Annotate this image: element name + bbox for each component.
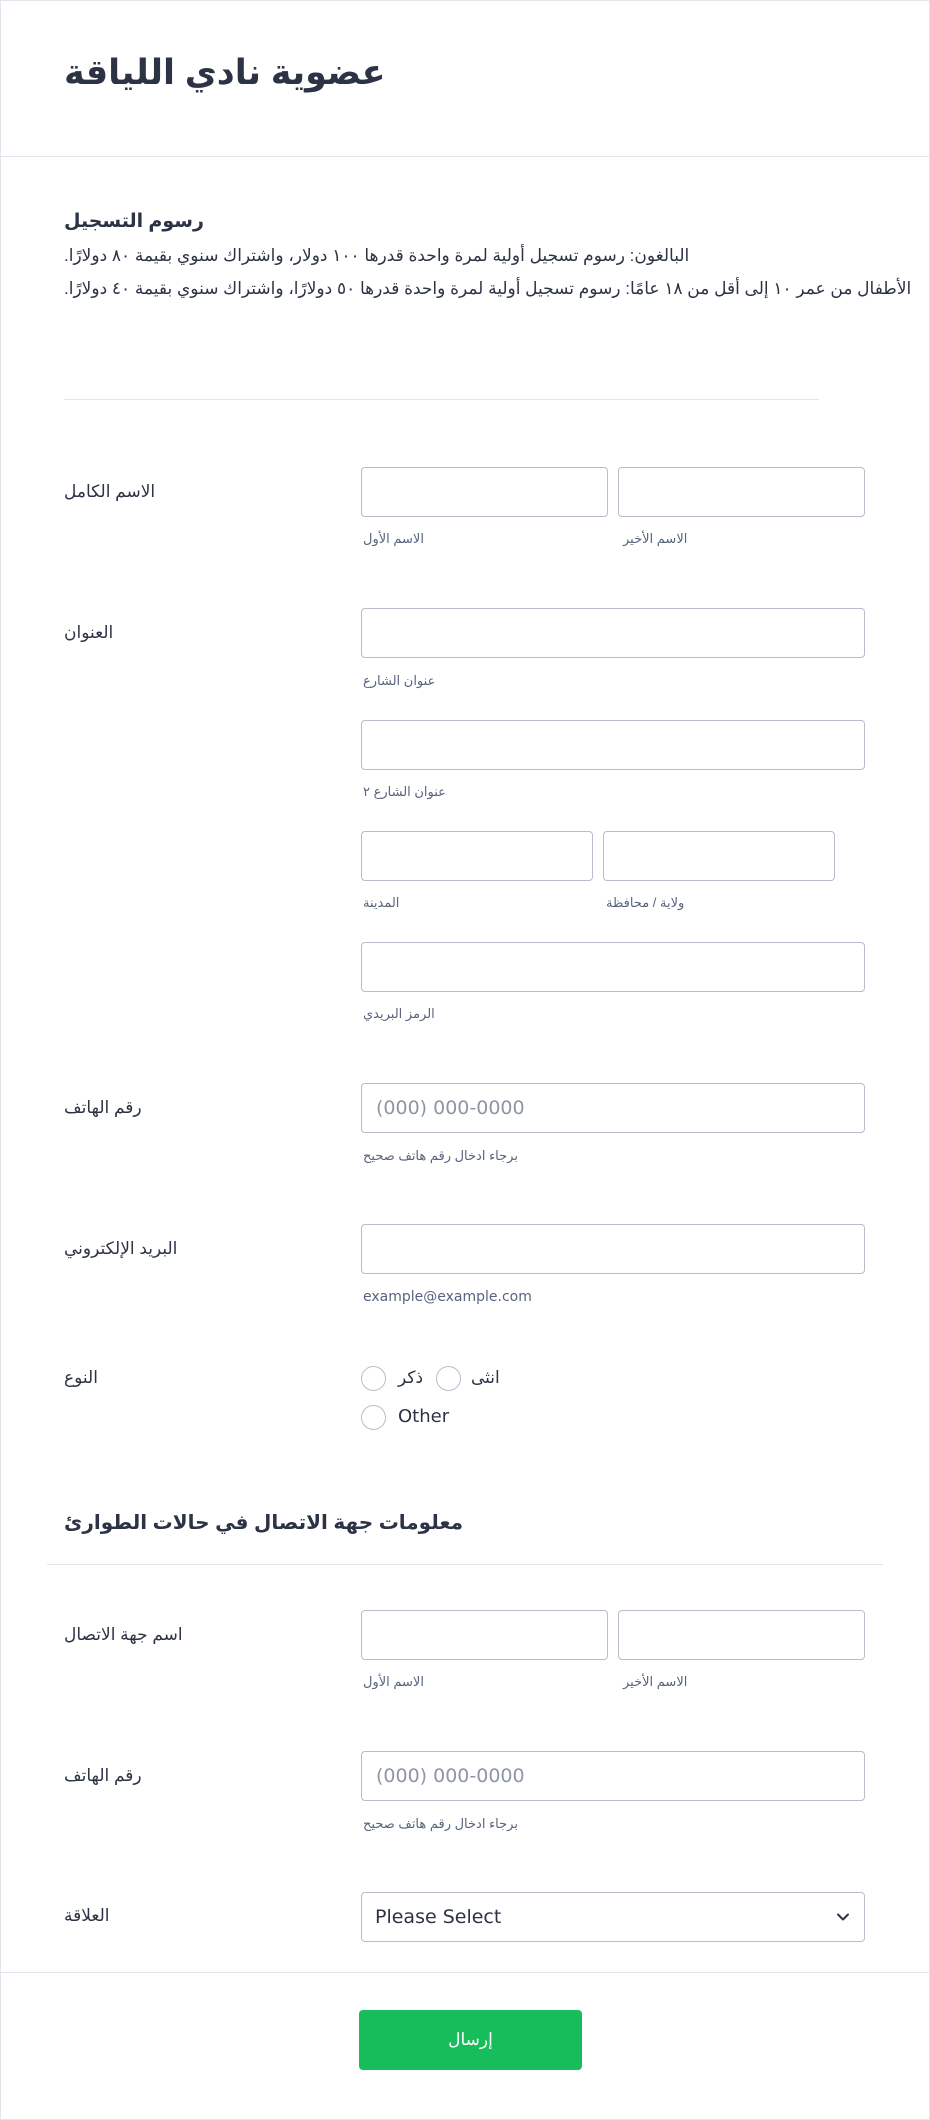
address-label: العنوان [64, 623, 114, 642]
city-sublabel: المدينة [363, 895, 400, 910]
phone-input[interactable] [361, 1083, 865, 1133]
state-sublabel: ولاية / محافظة [606, 895, 685, 910]
state-input[interactable] [603, 831, 835, 881]
zip-sublabel: الرمز البريدي [363, 1006, 435, 1021]
relationship-selected-value: Please Select [375, 1906, 502, 1928]
fees-heading: رسوم التسجيل [64, 211, 204, 232]
first-name-sublabel: الاسم الأول [363, 531, 424, 546]
gender-option-other-label: Other [398, 1406, 450, 1427]
chevron-down-icon [836, 1910, 850, 1924]
street-address-2-sublabel: عنوان الشارع ٢ [363, 784, 446, 799]
email-label: البريد الإلكتروني [64, 1239, 178, 1258]
gender-radio-other[interactable] [361, 1405, 386, 1430]
header-divider [0, 156, 930, 157]
fees-divider [64, 399, 819, 400]
emergency-phone-sublabel: برجاء ادخال رقم هاتف صحيح [363, 1816, 518, 1831]
email-sublabel: example@example.com [363, 1289, 532, 1305]
fees-children-text: .الأطفال من عمر ١٠ إلى أقل من ١٨ عامًا: رسوم تسجيل أولية لمرة واحدة قدرها ٥٠ دولارًا، واشتراك سنوي بقيمة ٤٠ دولارًا [64, 279, 912, 298]
emergency-phone-label: رقم الهاتف [64, 1766, 142, 1785]
gender-option-male-label: ذكر [398, 1368, 424, 1387]
emergency-section-heading: معلومات جهة الاتصال في حالات الطوارئ [64, 1512, 464, 1534]
gender-option-female-label: انثى [471, 1368, 500, 1387]
street-address-2-input[interactable] [361, 720, 865, 770]
relationship-label: العلاقة [64, 1906, 110, 1925]
emergency-first-name-input[interactable] [361, 1610, 608, 1660]
emergency-last-name-input[interactable] [618, 1610, 865, 1660]
form-title: عضوية نادي اللياقة [64, 53, 386, 92]
first-name-input[interactable] [361, 467, 608, 517]
street-address-input[interactable] [361, 608, 865, 658]
last-name-input[interactable] [618, 467, 865, 517]
emergency-phone-placeholder: (000) 000-0000 [376, 1765, 525, 1787]
email-input[interactable] [361, 1224, 865, 1274]
phone-sublabel: برجاء ادخال رقم هاتف صحيح [363, 1148, 518, 1163]
submit-button[interactable]: إرسال [359, 2010, 582, 2070]
zip-input[interactable] [361, 942, 865, 992]
full-name-label: الاسم الكامل [64, 482, 156, 501]
last-name-sublabel: الاسم الأخير [623, 531, 688, 546]
gender-radio-female[interactable] [436, 1366, 461, 1391]
emergency-name-label: اسم جهة الاتصال [64, 1625, 183, 1644]
relationship-select[interactable] [361, 1892, 865, 1942]
phone-placeholder: (000) 000-0000 [376, 1097, 525, 1119]
fees-adults-text: .البالغون: رسوم تسجيل أولية لمرة واحدة قدرها ١٠٠ دولار، واشتراك سنوي بقيمة ٨٠ دولارًا [64, 246, 690, 265]
emergency-first-name-sublabel: الاسم الأول [363, 1674, 424, 1689]
street-address-sublabel: عنوان الشارع [363, 673, 436, 688]
phone-label: رقم الهاتف [64, 1098, 142, 1117]
gender-label: النوع [64, 1368, 98, 1387]
emergency-phone-input[interactable] [361, 1751, 865, 1801]
footer-divider [0, 1972, 930, 1973]
gender-radio-male[interactable] [361, 1366, 386, 1391]
emergency-last-name-sublabel: الاسم الأخير [623, 1674, 688, 1689]
city-input[interactable] [361, 831, 593, 881]
emergency-divider [47, 1564, 883, 1565]
